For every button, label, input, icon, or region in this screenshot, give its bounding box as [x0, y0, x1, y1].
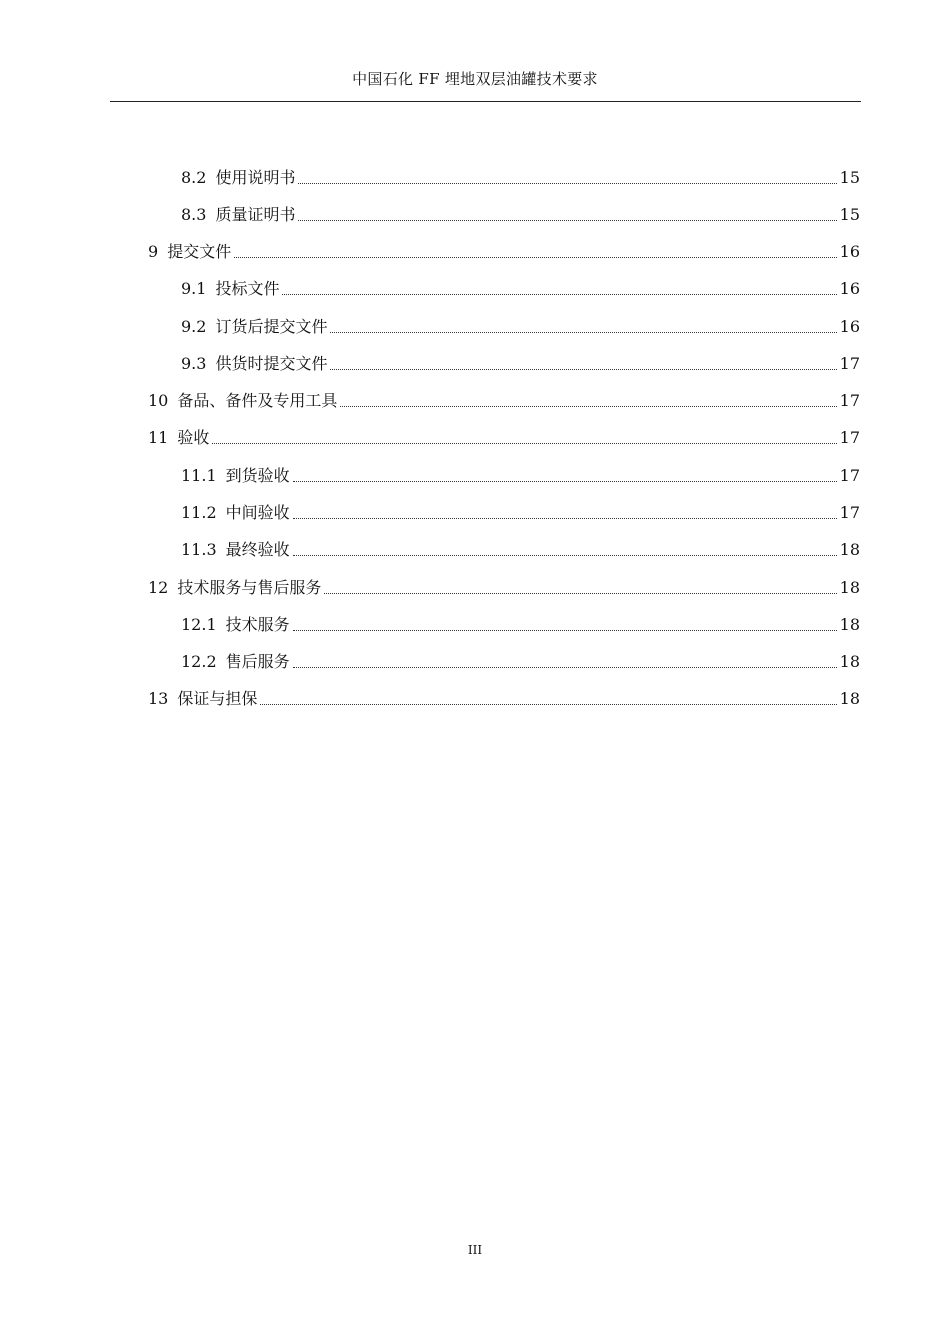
toc-entry-page: 17 — [839, 391, 860, 410]
toc-dot-leader — [260, 689, 836, 709]
toc-entry-number: 10 — [148, 391, 169, 410]
toc-dot-leader — [298, 205, 836, 225]
toc-entry-title: 技术服务与售后服务 — [177, 578, 322, 597]
toc-entry-title: 供货时提交文件 — [215, 354, 328, 373]
toc-entry[interactable] — [181, 534, 860, 560]
toc-entry-number: 11.3 — [181, 540, 217, 559]
toc-entry-number: 13 — [148, 689, 169, 708]
toc-entry-number: 12.2 — [181, 652, 217, 671]
toc-entry-page: 17 — [839, 503, 860, 522]
toc-entry-number: 9 — [148, 242, 159, 261]
toc-entry-page: 17 — [839, 428, 860, 447]
page-header-title: 中国石化 FF 埋地双层油罐技术要求 — [352, 70, 598, 88]
toc-entry-title: 售后服务 — [225, 652, 290, 671]
toc-dot-leader — [298, 168, 836, 188]
toc-dot-leader — [293, 503, 837, 523]
toc-entry-number: 8.2 — [181, 168, 207, 187]
toc-entry-title: 到货验收 — [225, 466, 290, 485]
toc-dot-leader — [330, 354, 836, 374]
toc-entry-number: 11.2 — [181, 503, 217, 522]
toc-entry[interactable] — [181, 497, 860, 523]
toc-entry-page: 18 — [839, 540, 860, 559]
toc-entry[interactable] — [181, 646, 860, 672]
toc-dot-leader — [330, 317, 836, 337]
toc-entry-page: 17 — [839, 354, 860, 373]
toc-entry-title: 提交文件 — [167, 242, 232, 261]
toc-entry-number: 9.2 — [181, 317, 207, 336]
toc-entry-page: 18 — [839, 615, 860, 634]
toc-entry[interactable] — [181, 199, 860, 225]
toc-entry-page: 18 — [839, 689, 860, 708]
toc-entry-page: 15 — [839, 168, 860, 187]
toc-entry-page: 16 — [839, 317, 860, 336]
toc-entry-title: 技术服务 — [225, 615, 290, 634]
toc-dot-leader — [340, 391, 836, 411]
toc-dot-leader — [293, 615, 837, 635]
toc-entry-title: 投标文件 — [215, 279, 280, 298]
toc-dot-leader — [293, 466, 837, 486]
toc-entry-title: 备品、备件及专用工具 — [177, 391, 338, 410]
toc-entry[interactable] — [148, 385, 860, 411]
toc-dot-leader — [324, 578, 836, 598]
toc-entry-page: 18 — [839, 578, 860, 597]
toc-entry-title: 验收 — [177, 428, 210, 447]
toc-entry[interactable] — [181, 348, 860, 374]
toc-dot-leader — [212, 428, 836, 448]
toc-entry[interactable] — [181, 273, 860, 299]
toc-entry-number: 12.1 — [181, 615, 217, 634]
toc-entry[interactable] — [148, 236, 860, 262]
toc-entry-number: 12 — [148, 578, 169, 597]
page-number: III — [467, 1243, 483, 1257]
toc-entry-number: 9.1 — [181, 279, 207, 298]
toc-entry[interactable] — [148, 683, 860, 709]
toc-entry-page: 17 — [839, 466, 860, 485]
toc-entry[interactable] — [181, 311, 860, 337]
toc-entry[interactable] — [181, 460, 860, 486]
toc-entry[interactable] — [181, 609, 860, 635]
toc-entry-page: 16 — [839, 279, 860, 298]
toc-dot-leader — [293, 540, 837, 560]
toc-entry[interactable] — [148, 422, 860, 448]
toc-entry-page: 16 — [839, 242, 860, 261]
toc-entry-title: 质量证明书 — [215, 205, 296, 224]
toc-entry-number: 8.3 — [181, 205, 207, 224]
toc-entry-title: 保证与担保 — [177, 689, 258, 708]
toc-entry-page: 18 — [839, 652, 860, 671]
toc-entry-title: 中间验收 — [225, 503, 290, 522]
toc-dot-leader — [282, 279, 836, 299]
toc-entry-number: 11.1 — [181, 466, 217, 485]
toc-dot-leader — [293, 652, 837, 672]
toc-entry[interactable] — [148, 572, 860, 598]
toc-entry-title: 订货后提交文件 — [215, 317, 328, 336]
toc-entry-number: 11 — [148, 428, 169, 447]
toc-entry-title: 最终验收 — [225, 540, 290, 559]
header-divider — [110, 101, 861, 102]
toc-entry-title: 使用说明书 — [215, 168, 296, 187]
toc-entry-page: 15 — [839, 205, 860, 224]
toc-dot-leader — [234, 242, 836, 262]
toc-entry-number: 9.3 — [181, 354, 207, 373]
toc-entry[interactable] — [181, 162, 860, 188]
